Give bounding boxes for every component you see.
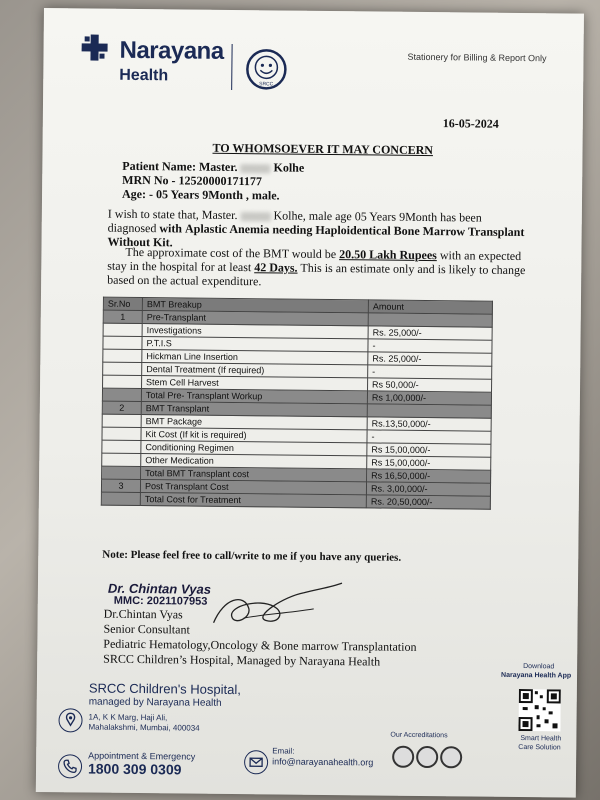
row-item: Investigations — [142, 324, 368, 339]
p2-start: The approximate cost of the BMT would be — [125, 244, 337, 262]
brand-name: Narayana — [119, 36, 224, 65]
row-srno — [103, 362, 142, 375]
phone-icon — [58, 754, 82, 778]
redacted-name — [240, 164, 270, 173]
redacted-name-2 — [240, 212, 270, 221]
footer-hospital-name: SRCC Children's Hospital, — [88, 680, 241, 698]
p1-start: I wish to state that, Master. — [107, 206, 238, 223]
row-amount: Rs 1,00,000/- — [367, 391, 491, 405]
row-amount: Rs 16,50,000/- — [367, 469, 491, 483]
row-srno — [103, 349, 142, 362]
row-srno — [102, 453, 141, 466]
mrn-line: MRN No - 12520000171177 — [122, 172, 262, 189]
row-srno — [103, 375, 142, 388]
email-icon — [244, 750, 268, 774]
stamp-doctor-name: Dr. Chintan Vyas — [107, 580, 212, 597]
footer-phone-label: Appointment & Emergency — [88, 750, 196, 762]
table-row — [101, 492, 490, 509]
app-tagline-2: Care Solution — [518, 744, 561, 752]
row-srno — [102, 414, 141, 427]
logo-divider — [231, 44, 232, 90]
stationery-note: Stationery for Billing & Report Only — [407, 51, 547, 64]
row-amount: Rs. 25,000/- — [368, 352, 492, 366]
doctor-name: Dr.Chintan Vyas — [103, 606, 183, 622]
row-item: Hickman Line Insertion — [142, 350, 368, 365]
stamp-mmc-number: MMC: 2021107953 — [113, 594, 208, 608]
row-item: P.T.I.S — [142, 337, 368, 352]
letter-date: 16-05-2024 — [442, 116, 499, 131]
footer-phone-number[interactable]: 1800 309 0309 — [87, 760, 182, 778]
p1-with: with — [159, 221, 183, 236]
row-item: BMT Transplant — [141, 402, 367, 417]
row-item: Total BMT Transplant cost — [141, 467, 367, 482]
app-download-label: Download — [523, 663, 555, 671]
accreditation-badge-3-icon — [440, 746, 462, 768]
accreditations-label: Our Accreditations — [390, 731, 448, 740]
header-srno: Sr.No — [103, 297, 142, 310]
diagnosis: Aplastic Anemia — [184, 221, 270, 237]
row-srno — [102, 388, 141, 401]
location-pin-icon — [58, 708, 82, 732]
row-srno: 1 — [103, 310, 142, 323]
header-breakup: BMT Breakup — [142, 298, 368, 313]
srcc-logo-text: SRCC — [259, 81, 274, 88]
narayana-cross-icon — [81, 34, 113, 64]
app-qr-code-icon[interactable] — [518, 689, 560, 731]
row-amount: - — [368, 365, 492, 379]
row-amount: Rs. 20,50,000/- — [366, 495, 490, 509]
patient-label: Patient Name: Master. — [122, 158, 238, 175]
cost-paragraph — [107, 245, 527, 291]
row-item: Post Transplant Cost — [140, 480, 366, 495]
row-amount — [367, 404, 491, 418]
row-amount: - — [367, 430, 491, 444]
row-item: Stem Cell Harvest — [142, 376, 368, 391]
footer-managed-by: managed by Narayana Health — [88, 696, 222, 709]
p1-mid: Kolhe, male age 05 Years 9Month has been diagnosed — [107, 208, 482, 236]
brand-sub: Health — [119, 66, 169, 85]
footer-address-1: 1A, K K Marg, Haji Ali, — [88, 712, 168, 723]
row-srno: 3 — [101, 479, 140, 492]
row-amount — [368, 313, 492, 327]
doctor-title: Senior Consultant — [103, 621, 190, 637]
p1-end: needing Haploidentical Bone Marrow Transplant Without Kit. — [107, 222, 525, 250]
p2-end: This is an estimate only and is likely to change based on the actual expenditure. — [107, 260, 526, 289]
row-item: Dental Treatment (If required) — [142, 363, 368, 378]
app-tagline-1: Smart Health — [520, 735, 562, 743]
doctor-hospital: SRCC Children’s Hospital, Managed by Narayana Health — [103, 651, 381, 669]
row-item: Other Medication — [141, 454, 367, 469]
row-item: Pre-Transplant — [142, 311, 368, 326]
row-srno — [102, 440, 141, 453]
footer-email[interactable]: info@narayanahealth.org — [272, 756, 374, 768]
patient-surname: Kolhe — [273, 160, 305, 175]
srcc-smiley-logo-icon — [245, 48, 287, 90]
row-srno — [101, 492, 140, 505]
row-item: Conditioning Regimen — [141, 441, 367, 456]
letter-heading: TO WHOMSOEVER IT MAY CONCERN — [212, 140, 434, 158]
row-amount: Rs.13,50,000/- — [367, 417, 491, 431]
row-srno — [103, 336, 142, 349]
row-item: Total Cost for Treatment — [140, 493, 366, 508]
row-srno — [102, 427, 141, 440]
footer-email-label: Email: — [272, 746, 295, 756]
p2-mid: with an expected stay in the hospital for at least — [107, 248, 522, 275]
footer-address-2: Mahalakshmi, Mumbai, 400034 — [88, 722, 200, 733]
header-amount: Amount — [368, 300, 492, 314]
app-name: Narayana Health App — [501, 671, 572, 680]
row-amount: Rs. 25,000/- — [368, 326, 492, 340]
row-amount: Rs 50,000/- — [368, 378, 492, 392]
accreditation-badge-1-icon — [392, 746, 414, 768]
row-item: Kit Cost (If kit is required) — [141, 428, 367, 443]
accreditation-badge-2-icon — [416, 746, 438, 768]
document-page — [36, 8, 584, 798]
row-amount: - — [368, 339, 492, 353]
stay-days: 42 Days. — [254, 260, 298, 275]
row-amount: Rs 15,00,000/- — [367, 456, 491, 470]
handwritten-signature — [203, 578, 344, 639]
row-srno — [103, 323, 142, 336]
row-srno: 2 — [102, 401, 141, 414]
age-line: Age: - 05 Years 9Month , male. — [121, 186, 280, 203]
row-amount: Rs 15,00,000/- — [367, 443, 491, 457]
estimated-cost: 20.50 Lakh Rupees — [339, 247, 437, 263]
row-amount: Rs. 3,00,000/- — [366, 482, 490, 496]
row-srno — [102, 466, 141, 479]
doctor-dept: Pediatric Hematology,Oncology & Bone marrow Transplantation — [103, 636, 417, 654]
row-item: Total Pre- Transplant Workup — [141, 389, 367, 404]
note-text: Note: Please feel free to call/write to me if you have any queries. — [102, 548, 402, 564]
row-item: BMT Package — [141, 415, 367, 430]
cost-breakup-table — [101, 297, 493, 510]
